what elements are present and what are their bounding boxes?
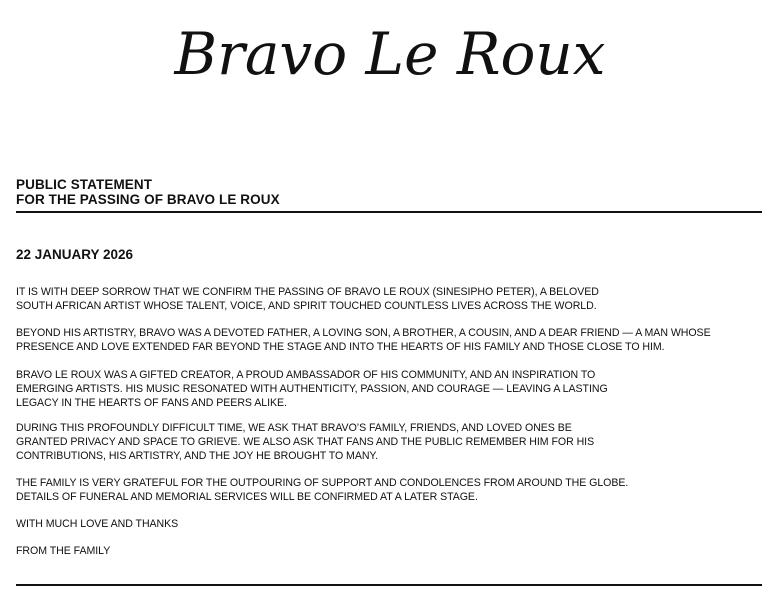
brand-logo-text: Bravo Le Roux: [174, 20, 606, 88]
paragraph-line: FROM THE FAMILY: [16, 545, 111, 557]
signature-line: [16, 544, 776, 558]
paragraph-line: DETAILS OF FUNERAL AND MEMORIAL SERVICES WILL BE CONFIRMED AT A LATER STAGE.: [16, 491, 478, 503]
paragraph-gratitude: [16, 476, 776, 504]
closing-line: [16, 517, 776, 531]
bottom-divider: [16, 584, 762, 586]
paragraph-line: EMERGING ARTISTS. HIS MUSIC RESONATED WITH AUTHENTICITY, PASSION, AND COURAGE — LEAVING A LASTING: [16, 383, 608, 395]
statement-title-line-2: FOR THE PASSING OF BRAVO LE ROUX: [16, 192, 280, 207]
statement-heading: [16, 177, 280, 207]
paragraph-line: GRANTED PRIVACY AND SPACE TO GRIEVE. WE ALSO ASK THAT FANS AND THE PUBLIC REMEMBER HIM FOR HIS: [16, 436, 595, 448]
paragraph-announcement: [16, 285, 776, 313]
paragraph-line: DURING THIS PROFOUNDLY DIFFICULT TIME, WE ASK THAT BRAVO’S FAMILY, FRIENDS, AND LOVED ONES BE: [16, 422, 572, 434]
statement-title-line-1: PUBLIC STATEMENT: [16, 177, 153, 192]
paragraph-line: IT IS WITH DEEP SORROW THAT WE CONFIRM THE PASSING OF BRAVO LE ROUX (SINESIPHO PETER), A BELOVED: [16, 286, 599, 298]
paragraph-line: PRESENCE AND LOVE EXTENDED FAR BEYOND THE STAGE AND INTO THE HEARTS OF HIS FAMILY AND THOSE CLOSE TO HIM.: [16, 341, 665, 353]
paragraph-line: THE FAMILY IS VERY GRATEFUL FOR THE OUTPOURING OF SUPPORT AND CONDOLENCES FROM AROUND THE GLOBE.: [16, 477, 629, 489]
paragraph-line: BEYOND HIS ARTISTRY, BRAVO WAS A DEVOTED FATHER, A LOVING SON, A BROTHER, A COUSIN, AND A DEAR FRIEND — A MAN WHOSE: [16, 327, 711, 339]
paragraph-line: LEGACY IN THE HEARTS OF FANS AND PEERS ALIKE.: [16, 397, 287, 409]
paragraph-line: SOUTH AFRICAN ARTIST WHOSE TALENT, VOICE, AND SPIRIT TOUCHED COUNTLESS LIVES ACROSS THE WORLD.: [16, 300, 597, 312]
brand-logo: [0, 12, 780, 96]
brand-logo-wordmark: [160, 12, 620, 96]
paragraph-line: WITH MUCH LOVE AND THANKS: [16, 518, 179, 530]
paragraph-privacy-request: [16, 421, 776, 463]
statement-date: 22 JANUARY 2026: [16, 247, 134, 262]
paragraph-line: BRAVO LE ROUX WAS A GIFTED CREATOR, A PROUD AMBASSADOR OF HIS COMMUNITY, AND AN INSPIRATION TO: [16, 369, 596, 381]
paragraph-line: CONTRIBUTIONS, HIS ARTISTRY, AND THE JOY HE BROUGHT TO MANY.: [16, 450, 378, 462]
paragraph-legacy: [16, 368, 776, 410]
paragraph-family: [16, 326, 776, 354]
top-divider: [16, 211, 762, 213]
